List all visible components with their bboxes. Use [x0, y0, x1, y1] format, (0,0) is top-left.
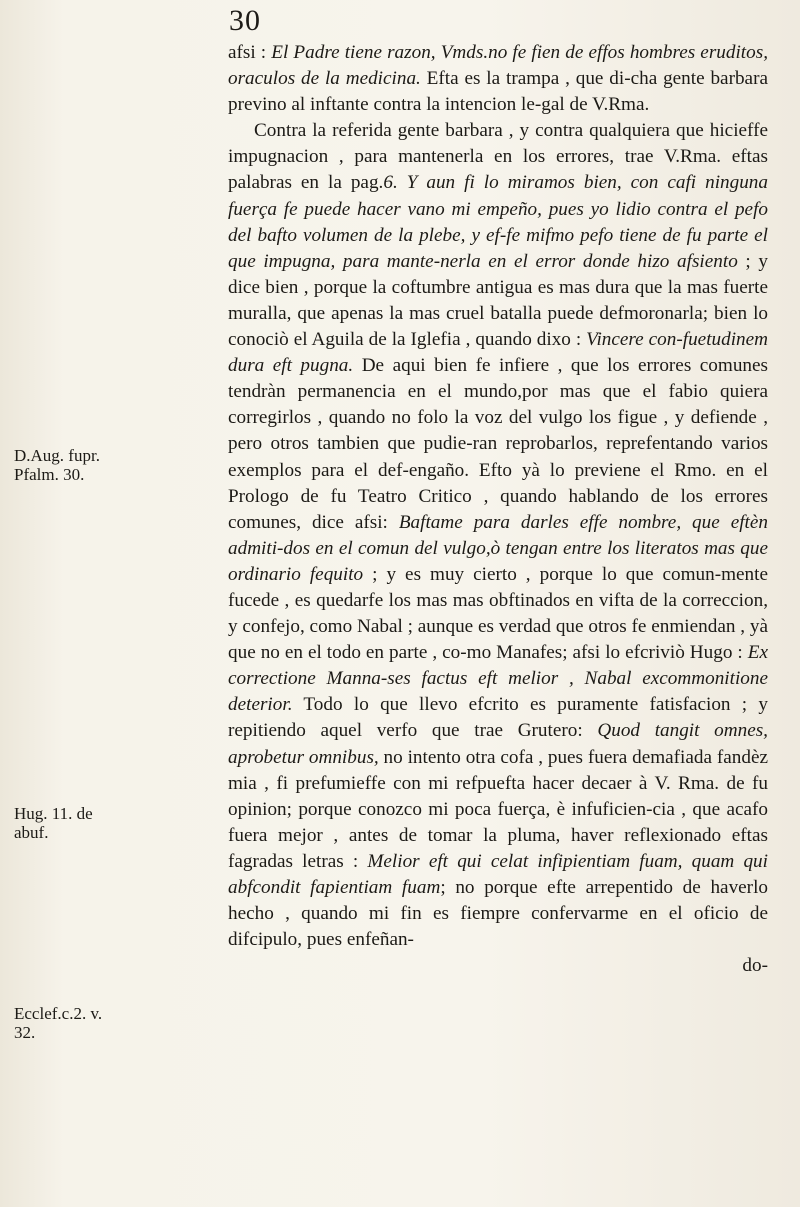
text-run: Todo lo que llevo efcrito es puramente fatisfacion ; y repitiendo aquel verfo que trae Grutero: [228, 694, 768, 742]
margin-note-augustine [14, 446, 124, 484]
margin-note-line: Pfalm. 30. [14, 465, 85, 484]
text-run: afsi : [228, 42, 272, 63]
text-run: ; no porque efte arrepentido de haverlo hecho , quando mi fin es fiempre confervarme en el oficio de difcipulo, pues enfeñan- [228, 877, 768, 951]
text-run: ; y es muy cierto , porque lo que comun-mente fucede , es quedarfe los mas mas obftinados en vifta de la correccion, y confejo, como Nabal ; aunque es verdad que otros fe enmiendan , yà que no en el todo en parte , co-mo Manafes; afsi lo efcriviò Hugo : [228, 563, 768, 664]
margin-note-line: 32. [14, 1023, 36, 1042]
page-number: 30 [229, 4, 261, 37]
margin-note-line: Ecclef.c.2. v. [14, 1004, 103, 1023]
italic-quote: Melior eft qui celat infipientiam fuam, quam qui abfcondit fapientiam fuam [228, 850, 768, 898]
italic-quote: 6. Y aun fi lo miramos bien, con cafi ninguna fuerça fe puede hacer vano mi empeño, pues yo lidio contra el pefo del bafto volumen de la plebe, y ef-fe mifmo pefo tiene de fu parte el que impugna, para mante-nerla en el error donde hizo afsiento [228, 172, 768, 272]
italic-quote: Quod tangit omnes, aprobetur omnibus, [228, 720, 768, 768]
text-run: De aqui bien fe infiere , que los errores comunes tendràn permanencia en el mundo,por mas que el fabio quiera corregirlos , quando no folo la voz del vulgo los figue , y defiende , pero otros tambien que pudie-ran reprobarlos, reprefentando varios exemplos para el def-engaño. Efto yà lo previene el Rmo. en el Prologo de fu Teatro Critico , quando hablando de los errores comunes, dice afsi: [228, 355, 768, 533]
italic-quote: Baftame para darles effe nombre, que eftèn admiti-dos en el comun del vulgo,ò tengan entre los literatos mas que ordinario fequito [228, 511, 768, 585]
italic-quote: El Padre tiene razon, Vmds.no fe fien de effos hombres eruditos, oraculos de la medicina. [228, 42, 768, 90]
margin-note-line: abuf. [14, 823, 49, 842]
text-run: Contra la referida gente barbara , y contra qualquiera que hicieffe impugnacion , para mantenerla en los errores, trae V.Rma. eftas palabras en la pag. [228, 120, 768, 194]
italic-quote: Ex correctione Manna-ses factus eft melior , Nabal excommonitione deterior. [228, 642, 768, 716]
main-text [228, 40, 768, 979]
margin-note-line: D.Aug. fupr. [14, 446, 100, 465]
paragraph [228, 40, 768, 118]
margin-note-ecclesiastes [14, 1004, 124, 1042]
text-run: Efta es la trampa , que di-cha gente barbara previno al inftante contra la intencion le-gal de V.Rma. [228, 68, 768, 116]
margin-note-line: Hug. 11. de [14, 804, 93, 823]
text-run: ; y dice bien , porque la coftumbre antigua es mas dura que la mas fuerte muralla, que apenas la mas cruel batalla puede defmoronarla; bien lo conociò el Aguila de la Iglefia , quando dixo : [228, 250, 768, 351]
text-run: no intento otra cofa , pues fuera demafiada fandèz mia , fi prefumieffe con mi refpuefta hacer decaer à V. Rma. de fu opinion; porque conozco mi poca fuerça, è infuficien-cia , que acafo fuera mejor , antes de tomar la pluma, haver reflexionado eftas fagradas letras : [228, 746, 768, 872]
italic-quote: Vincere con-fuetudinem dura eft pugna. [228, 329, 769, 377]
margin-note-hugo [14, 804, 124, 842]
paragraph [228, 118, 768, 953]
catchword: do- [742, 955, 768, 977]
